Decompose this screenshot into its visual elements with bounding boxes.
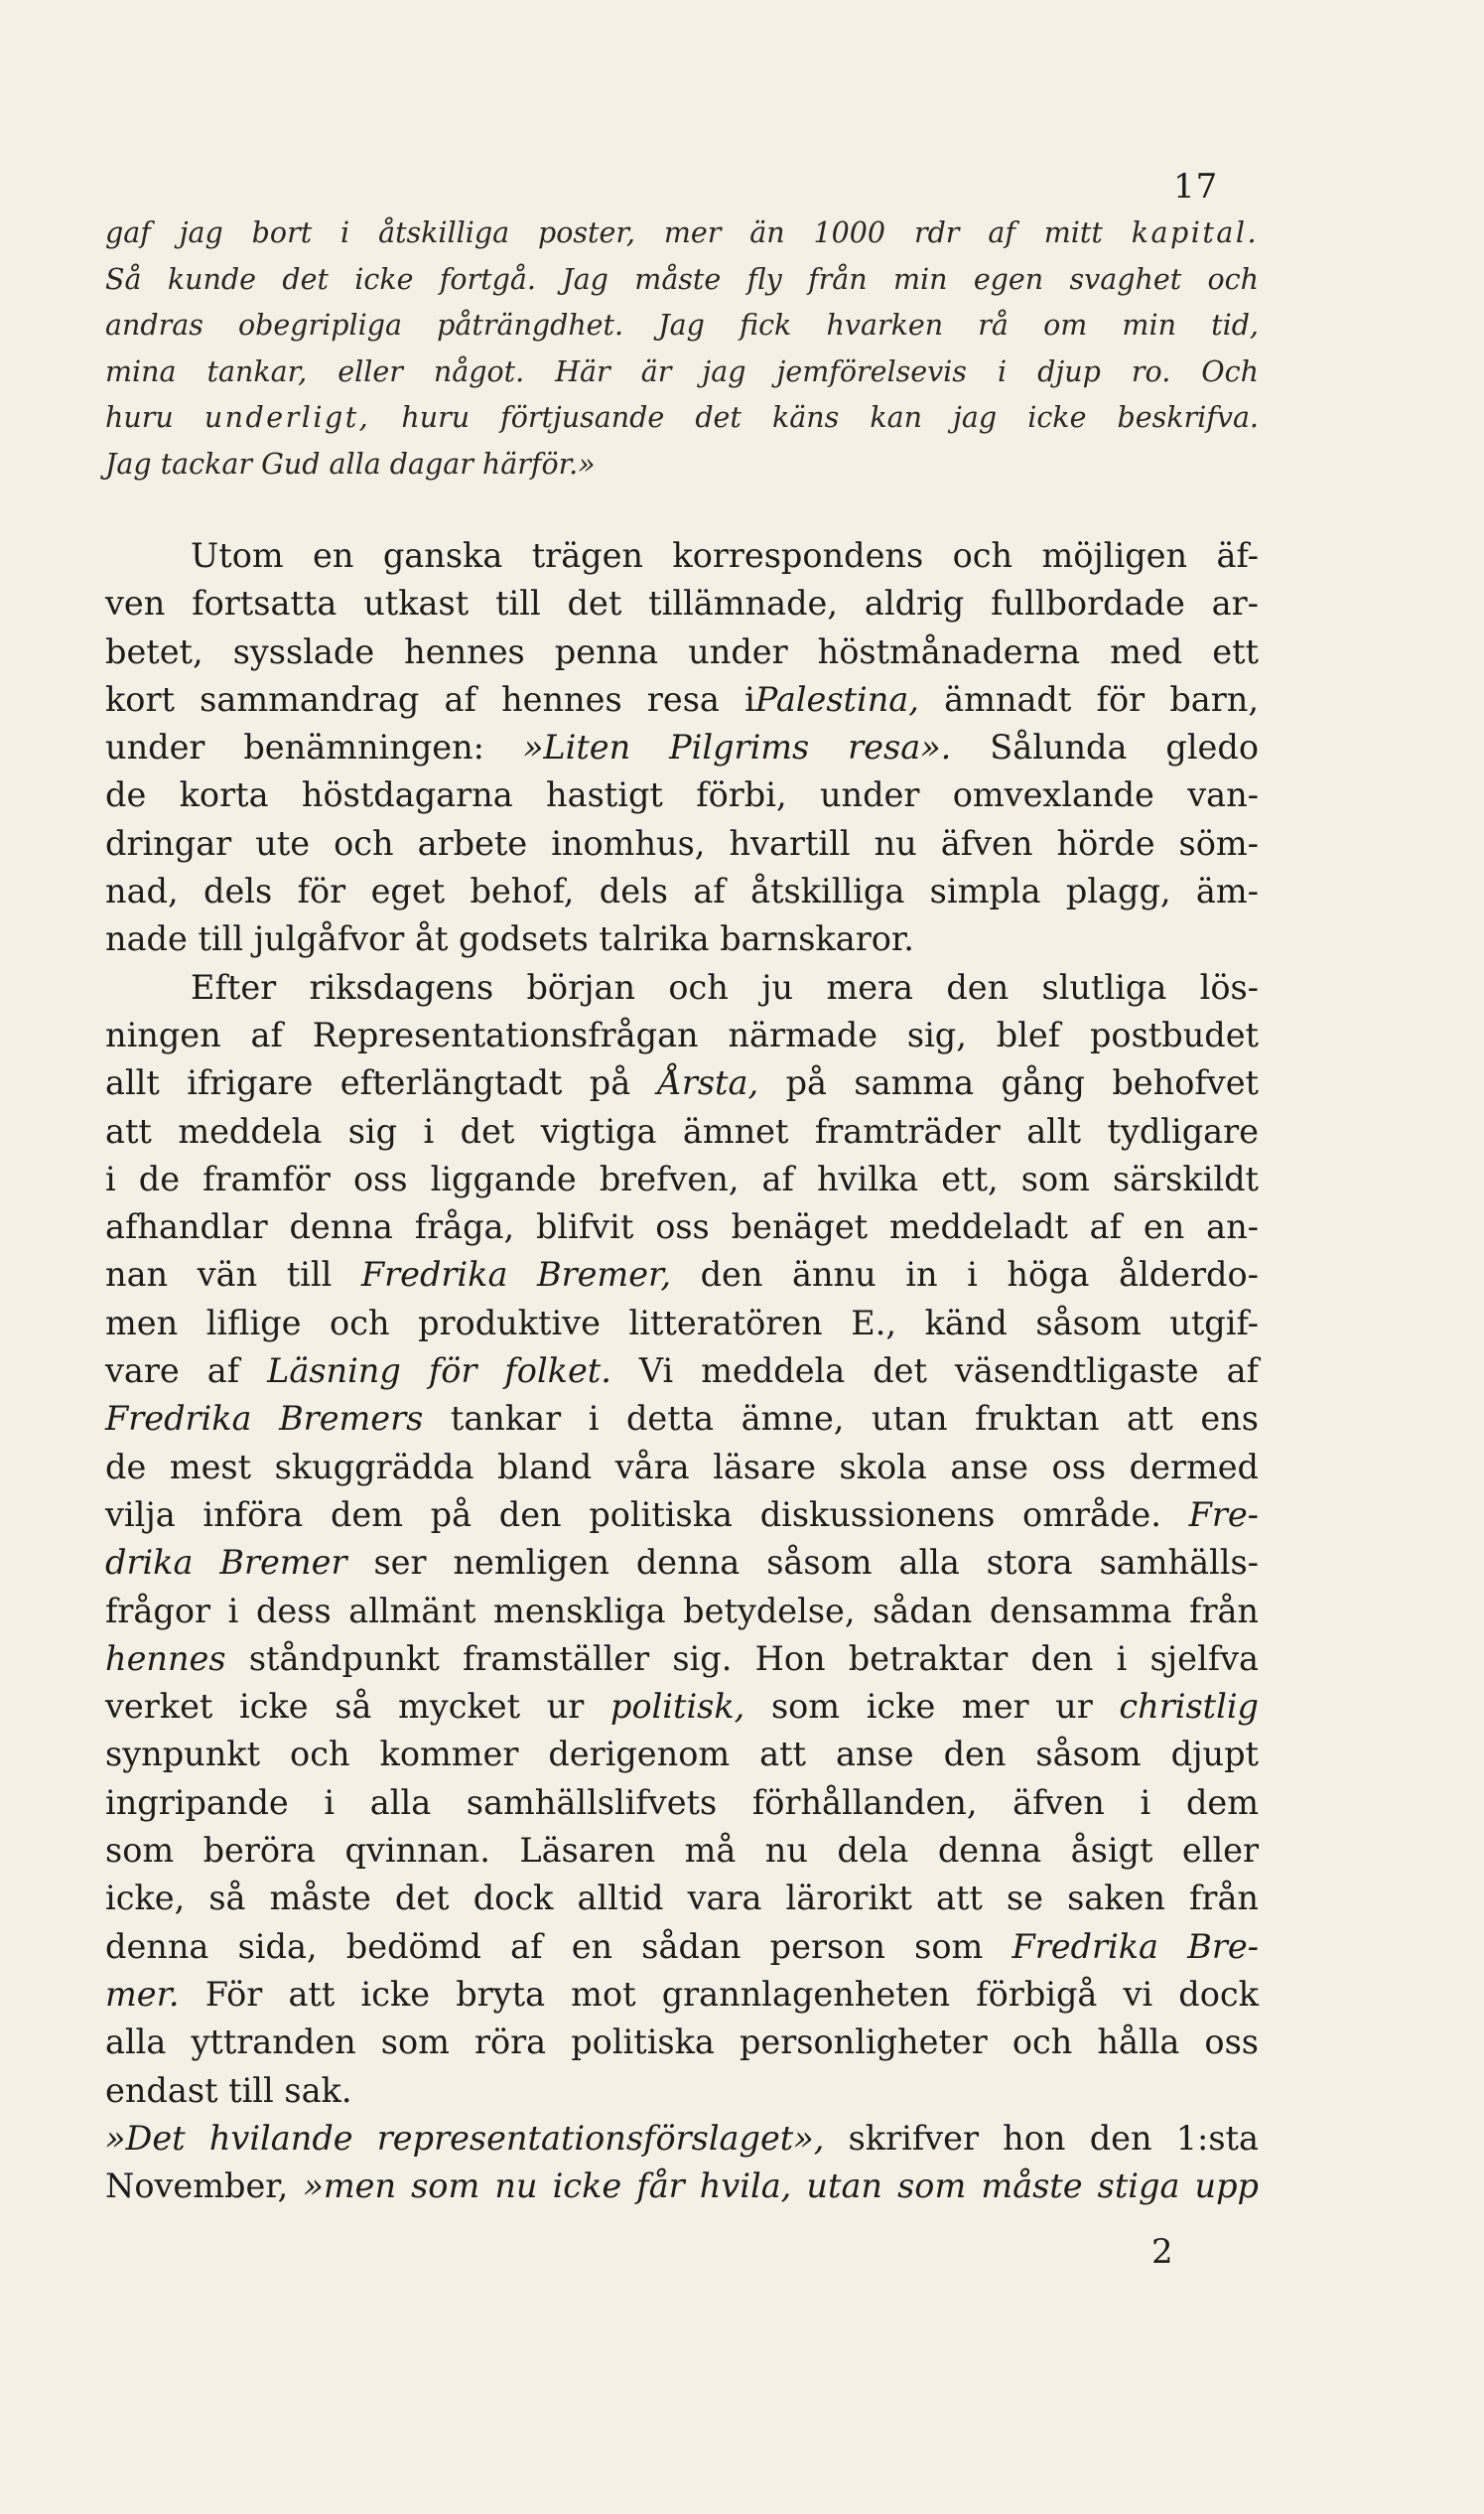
italic-liten-pilgrims-resa: »Liten Pilgrims resa». — [522, 728, 952, 768]
p2-line-7: nan vän till Fredrika Bremer, den ännu in i höga ålderdo- — [105, 1255, 1259, 1295]
italic-fre: Fre- — [1188, 1494, 1259, 1534]
quote-line-3: andras obegripliga påträngdhet. Jag fick hvarken rå om min tid, — [105, 309, 1259, 342]
p2-line-19: som beröra qvinnan. Läsaren må nu dela denna åsigt eller — [105, 1831, 1259, 1871]
italic-drika-bremer: drika Bremer — [105, 1543, 347, 1583]
italic-fredrika-bremers: Fredrika Bremers — [105, 1399, 424, 1439]
quote-line-4: mina tankar, eller något. Här är jag jemförelsevis i djup ro. Och — [105, 354, 1259, 388]
p3-line-2: November, »men som nu icke får hvila, utan som måste stiga upp — [105, 2166, 1259, 2206]
signature-mark: 2 — [1151, 2232, 1173, 2272]
p2-line-24: endast till sak. — [105, 2070, 352, 2110]
p2-line-21: denna sida, bedömd af en sådan person som Fredrika Bre- — [105, 1926, 1259, 1966]
quote-line-5: huru underligt, huru förtjusande det käns kan jag icke beskrifva. — [105, 401, 1259, 434]
p2-line-23: alla yttranden som röra politiska personligheter och hålla oss — [105, 2023, 1259, 2062]
p2-line-15: hennes ståndpunkt framställer sig. Hon betraktar den i sjelfva — [105, 1638, 1259, 1678]
p2-line-5: i de framför oss liggande brefven, af hvilka ett, som särskildt — [105, 1159, 1259, 1198]
quote-line-1: gaf jag bort i åtskilliga poster, mer än 1000 rdr af mitt kapital. — [105, 216, 1260, 249]
italic-lasning-for-folket: Läsning för folket. — [267, 1351, 611, 1391]
p2-line-22: mer. För att icke bryta mot grannlagenheten förbigå vi dock — [105, 1974, 1259, 2014]
p2-line-16: verket icke så mycket ur politisk, som icke mer ur christlig — [105, 1687, 1259, 1727]
italic-mer: mer. — [105, 1974, 180, 2014]
p1-line-5: under benämningen: »Liten Pilgrims resa». Sålunda gledo — [105, 728, 1259, 768]
italic-fredrika-bremer: Fredrika Bremer, — [360, 1255, 672, 1295]
p1-line-2: ven fortsatta utkast till det tillämnade, aldrig fullbordade ar- — [105, 584, 1259, 624]
p2-line-12: vilja införa dem på den politiska diskussionens område. Fre- — [105, 1494, 1259, 1534]
p3-line-1: »Det hvilande representationsförslaget», skrifver hon den 1:sta — [105, 2118, 1259, 2158]
italic-politisk: politisk, — [609, 1687, 745, 1727]
p1-line-8: nad, dels för eget behof, dels af åtskilliga simpla plagg, äm- — [105, 872, 1259, 911]
italic-arsta: Årsta, — [657, 1063, 759, 1103]
p1-line-1: Utom en ganska trägen korrespondens och möjligen äf- — [191, 536, 1259, 575]
p2-line-17: synpunkt och kommer derigenom att anse den såsom djupt — [105, 1735, 1259, 1774]
quote-line-2: Så kunde det icke fortgå. Jag måste fly från min egen svaghet och — [105, 262, 1259, 296]
italic-palestina: Palestina, — [754, 679, 919, 719]
p2-line-20: icke, så måste det dock alltid vara lärorikt att se saken från — [105, 1879, 1259, 1918]
p1-line-4: kort sammandrag af hennes resa iPalestina, ämnadt för barn, — [105, 679, 1259, 719]
p1-line-3: betet, sysslade hennes penna under höstmånaderna med ett — [105, 631, 1259, 671]
p2-line-18: ingripande i alla samhällslifvets förhållanden, äfven i dem — [105, 1782, 1259, 1822]
quoted-letter-excerpt — [105, 210, 1259, 488]
p1-line-6: de korta höstdagarna hastigt förbi, under omvexlande van- — [105, 775, 1259, 815]
p2-line-13: drika Bremer ser nemligen denna såsom alla stora samhälls- — [105, 1543, 1259, 1583]
p2-line-1: Efter riksdagens början och ju mera den slutliga lös- — [191, 967, 1259, 1007]
italic-men-som-nu: »men som nu icke får hvila, utan som måste stiga upp — [303, 2166, 1259, 2206]
quote-line-6: Jag tackar Gud alla dagar härför.» — [105, 447, 596, 481]
p2-line-10: Fredrika Bremers tankar i detta ämne, utan fruktan att ens — [105, 1399, 1259, 1439]
p2-line-3: allt ifrigare efterlängtadt på Årsta, på samma gång behofvet — [105, 1063, 1259, 1103]
italic-det-hvilande: »Det hvilande representationsförslaget», — [105, 2118, 825, 2158]
p2-line-14: frågor i dess allmänt menskliga betydelse, sådan densamma från — [105, 1591, 1259, 1630]
p2-line-6: afhandlar denna fråga, blifvit oss benäget meddeladt af en an- — [105, 1207, 1259, 1247]
page-number: 17 — [1173, 167, 1219, 207]
p2-line-8: men liflige och produktive litteratören E., känd såsom utgif- — [105, 1303, 1259, 1342]
italic-hennes: hennes — [105, 1638, 226, 1678]
p2-line-11: de mest skuggrädda bland våra läsare skola anse oss dermed — [105, 1447, 1259, 1486]
italic-fredrika-bre: Fredrika Bre- — [1012, 1926, 1259, 1966]
spaced-word-kapital: kapital. — [1131, 216, 1260, 249]
p2-line-4: att meddela sig i det vigtiga ämnet framträder allt tydligare — [105, 1111, 1259, 1151]
spaced-word-underligt: underligt, — [203, 401, 371, 434]
p2-line-2: ningen af Representationsfrågan närmade sig, blef postbudet — [105, 1015, 1259, 1054]
p2-line-9: vare af Läsning för folket. Vi meddela det väsendtligaste af — [105, 1351, 1259, 1391]
p1-line-9: nade till julgåfvor åt godsets talrika barnskaror. — [105, 919, 914, 959]
p1-line-7: dringar ute och arbete inomhus, hvartill nu äfven hörde söm- — [105, 823, 1259, 863]
italic-christlig: christlig — [1119, 1687, 1259, 1727]
body-text — [105, 532, 1259, 2210]
